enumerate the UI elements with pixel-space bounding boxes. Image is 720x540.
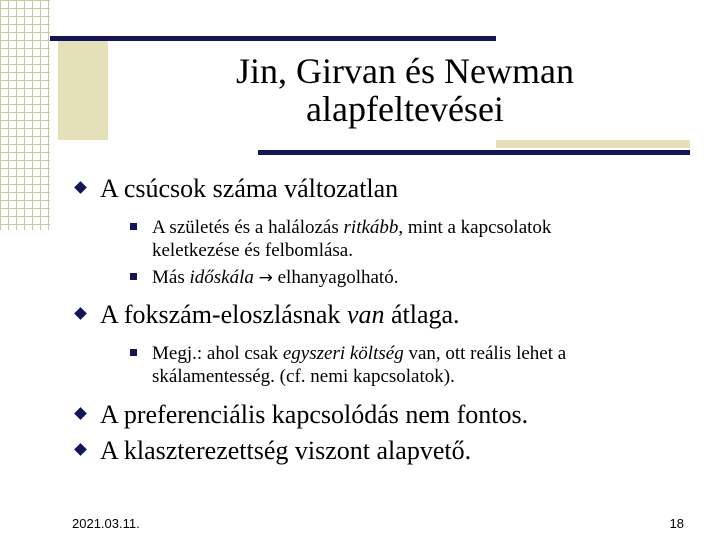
page-number: 18 [669,516,684,531]
bullet-4 [76,436,696,466]
sub-bullet-2-1-em: egyszeri költség [282,343,404,364]
sub-bullet-1-2-post: elhanyagolható. [272,267,399,288]
bullet-1-text: A csúcsok száma változatlan [100,174,399,203]
slide-body [76,174,696,466]
sub-bullet-2-1-post: van, ott reális lehet a [403,343,567,364]
bullet-2-em: van [346,300,385,329]
bullet-1 [76,174,696,204]
slide-title [200,52,610,128]
title-bar-top [50,36,496,41]
bullet-2-post: átlaga. [384,300,460,329]
title-line-1: Jin, Girvan és Newman [236,51,574,91]
square-bullet-icon [130,273,137,280]
decorative-khaki-stripe [496,140,690,148]
title-bar-bottom [258,150,690,155]
sub-bullet-2-1 [130,342,712,388]
bullet-2-pre: A fokszám-eloszlásnak [100,300,347,329]
bullet-4-text: A klaszterezettség viszont alapvető. [100,436,472,465]
bullet-3-text: A preferenciális kapcsolódás nem fontos. [100,400,529,429]
sub-bullet-1-1-pre: A születés és a halálozás [152,217,344,238]
sub-bullet-1-1 [130,216,712,262]
diamond-bullet-icon [74,443,87,456]
sub-bullet-2-1-pre: Megj.: ahol csak [152,343,283,364]
square-bullet-icon [130,349,137,356]
square-bullet-icon [130,223,137,230]
sub-bullet-1-2 [130,266,712,290]
sub-bullet-1-1-post: , mint a kapcsolatok [398,217,552,238]
diamond-bullet-icon [74,407,87,420]
diamond-bullet-icon [74,307,87,320]
decorative-grid [0,0,50,230]
sub-bullet-2-1-cont: skálamentesség. (cf. nemi kapcsolatok). [152,366,455,387]
sub-bullet-1-2-pre: Más [152,267,190,288]
decorative-khaki-block [58,40,108,140]
footer-date: 2021.03.11. [72,516,140,531]
diamond-bullet-icon [74,181,87,194]
sub-bullet-1-1-em: ritkább [343,217,399,238]
title-line-2: alapfeltevései [306,89,504,129]
right-arrow-icon: → [258,268,273,288]
bullet-3 [76,400,696,430]
bullet-2 [76,300,696,330]
sub-bullet-1-1-cont: keletkezése és felbomlása. [152,240,353,261]
sub-bullet-1-2-em: időskála [189,267,254,288]
